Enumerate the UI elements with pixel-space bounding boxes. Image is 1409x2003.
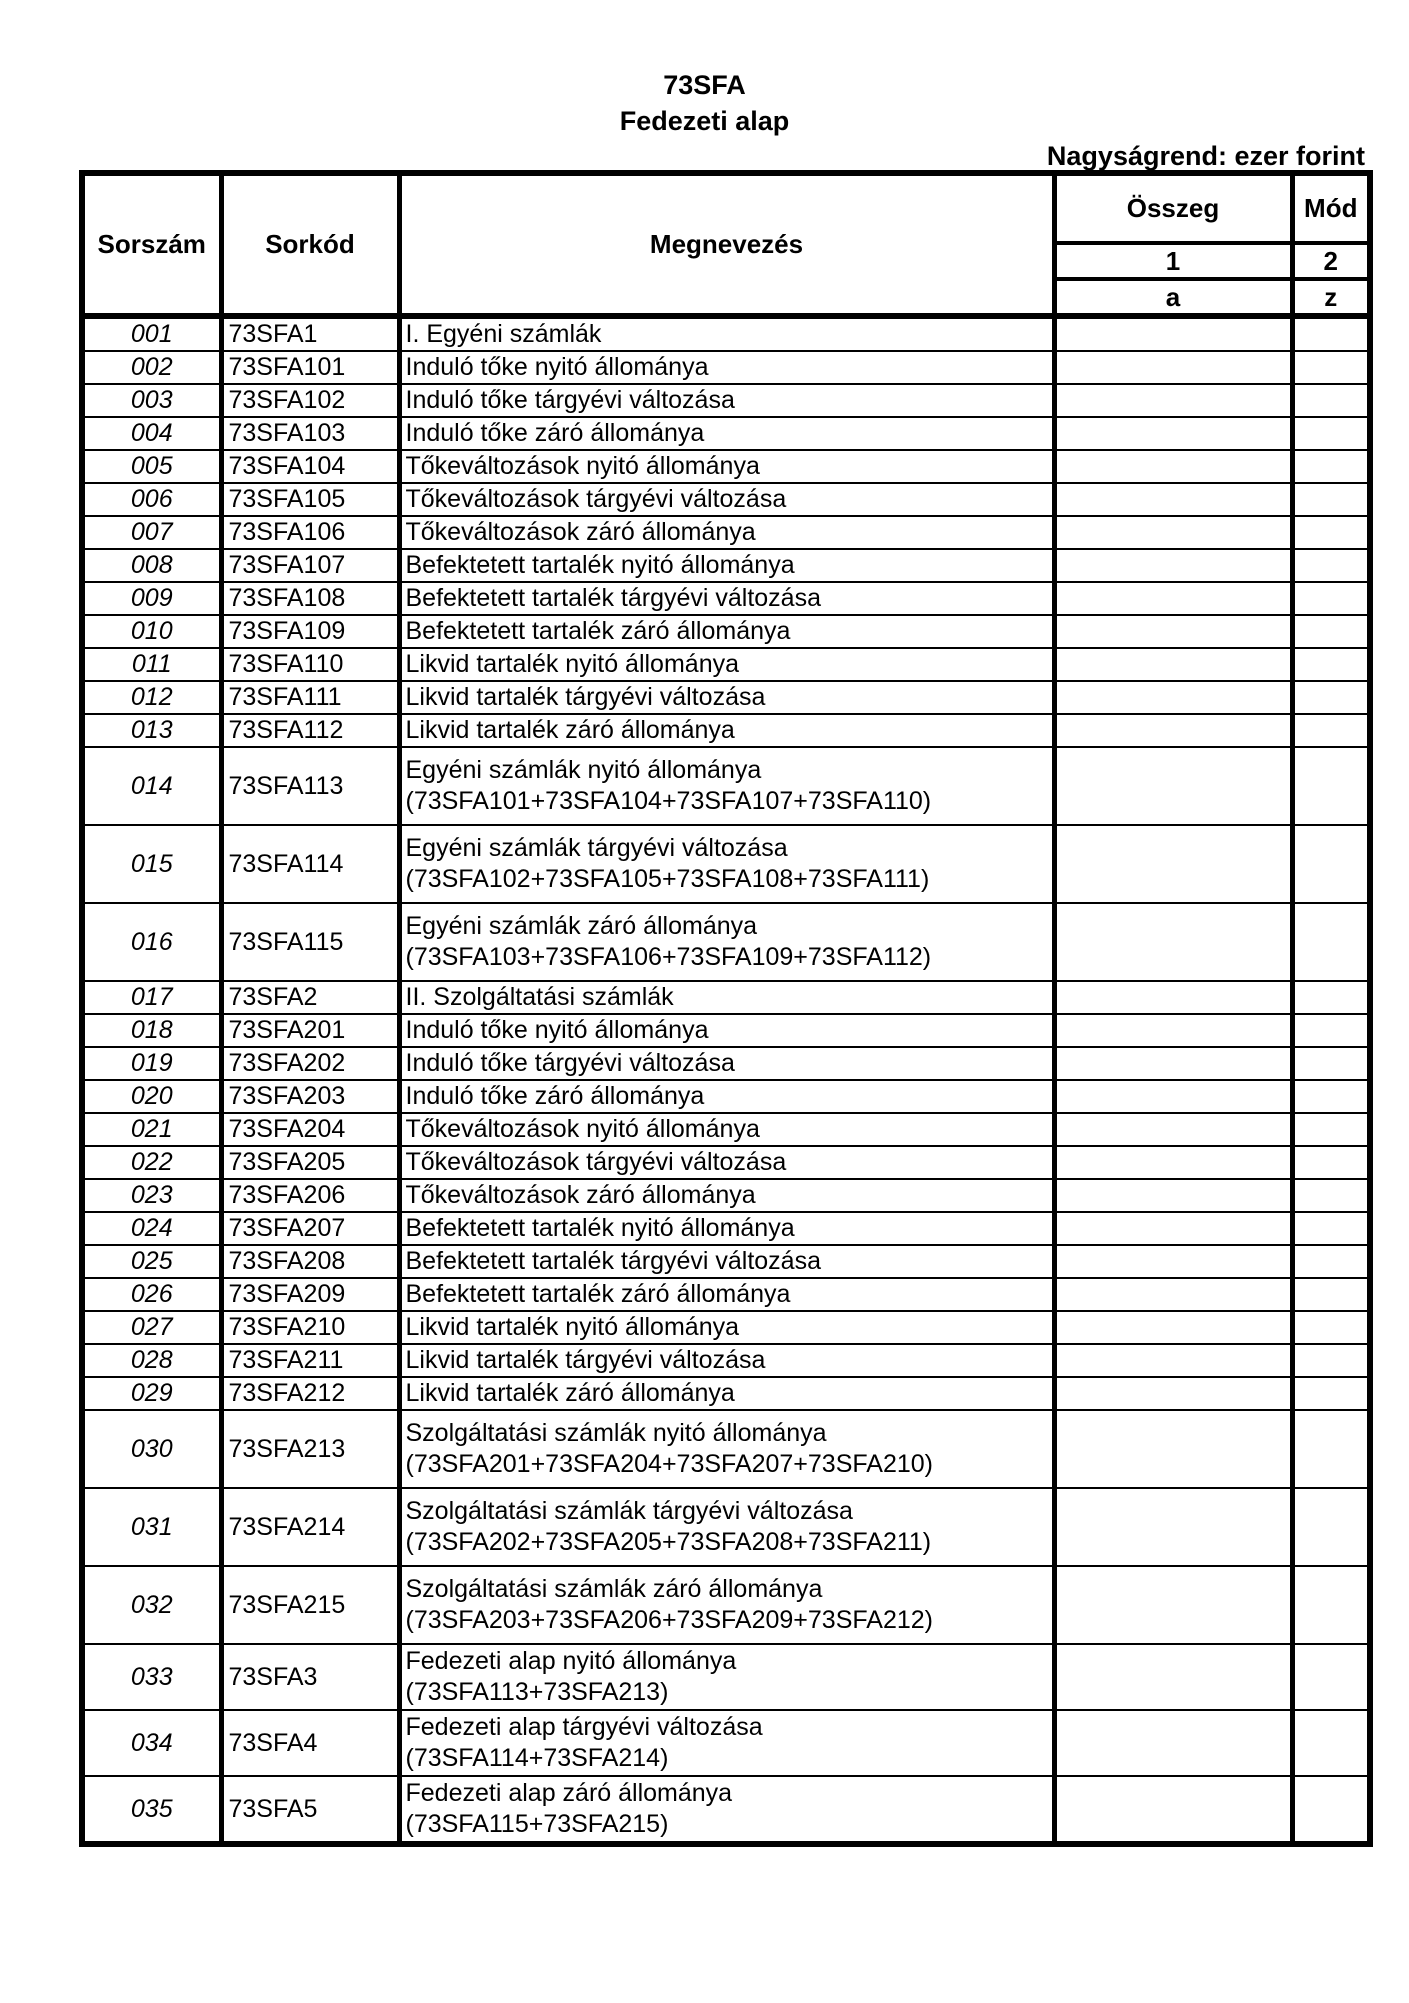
row-amount-input[interactable] (1054, 351, 1292, 384)
row-name-line1: Induló tőke tárgyévi változása (405, 1049, 735, 1077)
row-name (399, 1311, 1054, 1344)
table-row (82, 1278, 1370, 1311)
row-code: 73SFA205 (221, 1146, 399, 1179)
row-name (399, 1047, 1054, 1080)
row-serial: 014 (82, 747, 221, 825)
row-serial: 012 (82, 681, 221, 714)
row-mode-input[interactable] (1292, 1146, 1370, 1179)
row-amount-input[interactable] (1054, 648, 1292, 681)
row-name-line1: Befektetett tartalék záró állománya (405, 617, 791, 645)
row-amount-input[interactable] (1054, 825, 1292, 903)
row-serial: 028 (82, 1344, 221, 1377)
row-mode-input[interactable] (1292, 1710, 1370, 1776)
row-mode-input[interactable] (1292, 825, 1370, 903)
row-code: 73SFA214 (221, 1488, 399, 1566)
row-name-line1: Likvid tartalék tárgyévi változása (405, 1346, 766, 1374)
row-amount-input[interactable] (1054, 1146, 1292, 1179)
row-serial: 021 (82, 1113, 221, 1146)
row-serial: 030 (82, 1410, 221, 1488)
row-amount-input[interactable] (1054, 516, 1292, 549)
row-code: 73SFA106 (221, 516, 399, 549)
row-name (399, 351, 1054, 384)
header-name: Megnevezés (399, 173, 1054, 316)
row-name-line1: Egyéni számlák tárgyévi változása (405, 834, 788, 862)
row-name-line1: Szolgáltatási számlák záró állománya (405, 1575, 823, 1603)
row-amount-input[interactable] (1054, 1344, 1292, 1377)
row-mode-input[interactable] (1292, 1047, 1370, 1080)
table-row (82, 1014, 1370, 1047)
table-row (82, 903, 1370, 981)
row-name (399, 1644, 1054, 1710)
row-amount-input[interactable] (1054, 1710, 1292, 1776)
row-mode-input[interactable] (1292, 1212, 1370, 1245)
row-name-line1: Fedezeti alap záró állománya (405, 1779, 733, 1807)
row-amount-input[interactable] (1054, 714, 1292, 747)
header-code: Sorkód (221, 173, 399, 316)
row-amount-input[interactable] (1054, 1566, 1292, 1644)
row-name-line1: Likvid tartalék nyitó állománya (405, 1313, 739, 1341)
row-code: 73SFA5 (221, 1776, 399, 1844)
row-name-line1: Fedezeti alap tárgyévi változása (405, 1713, 763, 1741)
row-amount-input[interactable] (1054, 1113, 1292, 1146)
row-name-line2: (73SFA114+73SFA214) (405, 1744, 669, 1772)
row-mode-input[interactable] (1292, 1566, 1370, 1644)
row-serial: 016 (82, 903, 221, 981)
row-code: 73SFA105 (221, 483, 399, 516)
row-name-line1: Induló tőke nyitó állománya (405, 353, 709, 381)
row-name-line1: Egyéni számlák nyitó állománya (405, 756, 762, 784)
table-header (82, 173, 1370, 316)
row-name (399, 1377, 1054, 1410)
row-name-line2: (73SFA202+73SFA205+73SFA208+73SFA211) (405, 1528, 932, 1556)
row-mode-input[interactable] (1292, 1410, 1370, 1488)
row-mode-input[interactable] (1292, 1377, 1370, 1410)
row-name-line1: Tőkeváltozások tárgyévi változása (405, 1148, 787, 1176)
row-amount-input[interactable] (1054, 1311, 1292, 1344)
table-row (82, 351, 1370, 384)
row-name-line2: (73SFA113+73SFA213) (405, 1678, 669, 1706)
row-name (399, 1113, 1054, 1146)
row-serial: 008 (82, 549, 221, 582)
table-row (82, 450, 1370, 483)
row-serial: 025 (82, 1245, 221, 1278)
row-name-line1: Likvid tartalék nyitó állománya (405, 650, 739, 678)
row-mode-input[interactable] (1292, 384, 1370, 417)
table-row (82, 483, 1370, 516)
row-code: 73SFA3 (221, 1644, 399, 1710)
row-name (399, 516, 1054, 549)
row-amount-input[interactable] (1054, 1014, 1292, 1047)
header-amount-number: 1 (1054, 243, 1292, 279)
row-serial: 019 (82, 1047, 221, 1080)
table-row (82, 1245, 1370, 1278)
row-name (399, 825, 1054, 903)
table-row (82, 582, 1370, 615)
row-serial: 031 (82, 1488, 221, 1566)
row-code: 73SFA111 (221, 681, 399, 714)
row-amount-input[interactable] (1054, 681, 1292, 714)
row-name (399, 1410, 1054, 1488)
row-amount-input[interactable] (1054, 1212, 1292, 1245)
form-title: 73SFA (663, 70, 746, 100)
row-name-line1: Tőkeváltozások tárgyévi változása (405, 485, 787, 513)
table-row (82, 1080, 1370, 1113)
row-name (399, 1488, 1054, 1566)
form-subtitle: Fedezeti alap (619, 106, 790, 136)
header-amount-letter: a (1054, 279, 1292, 316)
table-row (82, 1344, 1370, 1377)
table-row (82, 1488, 1370, 1566)
row-mode-input[interactable] (1292, 516, 1370, 549)
row-code: 73SFA4 (221, 1710, 399, 1776)
row-serial: 009 (82, 582, 221, 615)
row-code: 73SFA104 (221, 450, 399, 483)
row-serial: 003 (82, 384, 221, 417)
row-code: 73SFA115 (221, 903, 399, 981)
row-mode-input[interactable] (1292, 1311, 1370, 1344)
row-mode-input[interactable] (1292, 417, 1370, 450)
row-name (399, 1146, 1054, 1179)
row-serial: 005 (82, 450, 221, 483)
table-row (82, 1566, 1370, 1644)
table-body (82, 316, 1370, 1844)
row-amount-input[interactable] (1054, 450, 1292, 483)
row-code: 73SFA109 (221, 615, 399, 648)
table-row (82, 1377, 1370, 1410)
row-name-line1: Induló tőke záró állománya (405, 1082, 705, 1110)
row-mode-input[interactable] (1292, 981, 1370, 1014)
row-amount-input[interactable] (1054, 981, 1292, 1014)
table-row (82, 516, 1370, 549)
table-row (82, 1179, 1370, 1212)
row-name (399, 1278, 1054, 1311)
row-amount-input[interactable] (1054, 1080, 1292, 1113)
row-name (399, 1776, 1054, 1844)
row-mode-input[interactable] (1292, 450, 1370, 483)
row-serial: 034 (82, 1710, 221, 1776)
row-amount-input[interactable] (1054, 384, 1292, 417)
row-mode-input[interactable] (1292, 903, 1370, 981)
row-code: 73SFA206 (221, 1179, 399, 1212)
row-name (399, 903, 1054, 981)
row-code: 73SFA212 (221, 1377, 399, 1410)
row-name (399, 316, 1054, 351)
row-amount-input[interactable] (1054, 316, 1292, 351)
row-mode-input[interactable] (1292, 714, 1370, 747)
row-code: 73SFA211 (221, 1344, 399, 1377)
row-code: 73SFA202 (221, 1047, 399, 1080)
row-code: 73SFA204 (221, 1113, 399, 1146)
table-row (82, 825, 1370, 903)
table-row (82, 1776, 1370, 1844)
header-mode: Mód (1292, 173, 1370, 243)
row-code: 73SFA215 (221, 1566, 399, 1644)
table-row (82, 1047, 1370, 1080)
table-row (82, 1410, 1370, 1488)
table-row (82, 1644, 1370, 1710)
row-amount-input[interactable] (1054, 1245, 1292, 1278)
row-serial: 010 (82, 615, 221, 648)
row-mode-input[interactable] (1292, 615, 1370, 648)
row-serial: 020 (82, 1080, 221, 1113)
row-name-line1: Likvid tartalék záró állománya (405, 1379, 735, 1407)
row-code: 73SFA210 (221, 1311, 399, 1344)
row-serial: 022 (82, 1146, 221, 1179)
row-amount-input[interactable] (1054, 417, 1292, 450)
table-row (82, 384, 1370, 417)
row-name (399, 1710, 1054, 1776)
header-amount: Összeg (1054, 173, 1292, 243)
row-amount-input[interactable] (1054, 615, 1292, 648)
row-amount-input[interactable] (1054, 903, 1292, 981)
row-name (399, 714, 1054, 747)
row-serial: 023 (82, 1179, 221, 1212)
row-code: 73SFA112 (221, 714, 399, 747)
row-mode-input[interactable] (1292, 1488, 1370, 1566)
row-mode-input[interactable] (1292, 582, 1370, 615)
table-row (82, 417, 1370, 450)
row-mode-input[interactable] (1292, 1179, 1370, 1212)
row-serial: 024 (82, 1212, 221, 1245)
row-mode-input[interactable] (1292, 1776, 1370, 1844)
row-name (399, 1245, 1054, 1278)
row-serial: 018 (82, 1014, 221, 1047)
table-row (82, 1212, 1370, 1245)
header-mode-letter: z (1292, 279, 1370, 316)
row-name-line1: Befektetett tartalék nyitó állománya (405, 551, 795, 579)
row-code: 73SFA101 (221, 351, 399, 384)
row-name-line1: Fedezeti alap nyitó állománya (405, 1647, 737, 1675)
table-row (82, 1710, 1370, 1776)
row-name-line1: Induló tőke záró állománya (405, 419, 705, 447)
row-name-line1: Tőkeváltozások záró állománya (405, 518, 756, 546)
row-amount-input[interactable] (1054, 1047, 1292, 1080)
row-mode-input[interactable] (1292, 1278, 1370, 1311)
row-code: 73SFA203 (221, 1080, 399, 1113)
row-code: 73SFA2 (221, 981, 399, 1014)
row-serial: 029 (82, 1377, 221, 1410)
row-mode-input[interactable] (1292, 549, 1370, 582)
row-code: 73SFA208 (221, 1245, 399, 1278)
row-mode-input[interactable] (1292, 648, 1370, 681)
row-serial: 015 (82, 825, 221, 903)
row-name (399, 549, 1054, 582)
row-mode-input[interactable] (1292, 1245, 1370, 1278)
row-mode-input[interactable] (1292, 1080, 1370, 1113)
table-row (82, 1311, 1370, 1344)
row-name (399, 648, 1054, 681)
row-serial: 001 (82, 316, 221, 351)
row-name-line1: Szolgáltatási számlák tárgyévi változása (405, 1497, 853, 1525)
row-amount-input[interactable] (1054, 1377, 1292, 1410)
row-amount-input[interactable] (1054, 1410, 1292, 1488)
row-mode-input[interactable] (1292, 351, 1370, 384)
row-code: 73SFA114 (221, 825, 399, 903)
row-name (399, 615, 1054, 648)
table-row (82, 648, 1370, 681)
row-code: 73SFA102 (221, 384, 399, 417)
row-serial: 007 (82, 516, 221, 549)
row-name-line1: Egyéni számlák záró állománya (405, 912, 758, 940)
row-name-line1: II. Szolgáltatási számlák (405, 983, 674, 1011)
row-name-line1: Befektetett tartalék tárgyévi változása (405, 1247, 821, 1275)
row-name (399, 747, 1054, 825)
header-mode-number: 2 (1292, 243, 1370, 279)
row-name-line2: (73SFA102+73SFA105+73SFA108+73SFA111) (405, 865, 930, 893)
table-row (82, 681, 1370, 714)
row-code: 73SFA110 (221, 648, 399, 681)
row-name (399, 1080, 1054, 1113)
row-name-line1: Szolgáltatási számlák nyitó állománya (405, 1419, 827, 1447)
row-name (399, 1344, 1054, 1377)
table-row (82, 549, 1370, 582)
table-row (82, 316, 1370, 351)
row-amount-input[interactable] (1054, 1179, 1292, 1212)
row-name-line1: I. Egyéni számlák (405, 320, 602, 348)
row-name (399, 1014, 1054, 1047)
row-serial: 006 (82, 483, 221, 516)
row-code: 73SFA213 (221, 1410, 399, 1488)
row-name-line1: Likvid tartalék záró állománya (405, 716, 735, 744)
row-name (399, 1212, 1054, 1245)
row-name-line2: (73SFA201+73SFA204+73SFA207+73SFA210) (405, 1450, 933, 1478)
row-amount-input[interactable] (1054, 1278, 1292, 1311)
row-name (399, 1566, 1054, 1644)
row-name (399, 981, 1054, 1014)
row-name (399, 582, 1054, 615)
row-name-line2: (73SFA203+73SFA206+73SFA209+73SFA212) (405, 1606, 933, 1634)
header-serial: Sorszám (82, 173, 221, 316)
row-serial: 033 (82, 1644, 221, 1710)
row-serial: 017 (82, 981, 221, 1014)
row-name-line2: (73SFA103+73SFA106+73SFA109+73SFA112) (405, 943, 932, 971)
row-code: 73SFA113 (221, 747, 399, 825)
row-name-line1: Likvid tartalék tárgyévi változása (405, 683, 766, 711)
row-mode-input[interactable] (1292, 1014, 1370, 1047)
table-row (82, 747, 1370, 825)
row-amount-input[interactable] (1054, 1644, 1292, 1710)
row-name-line2: (73SFA101+73SFA104+73SFA107+73SFA110) (405, 787, 932, 815)
row-name (399, 1179, 1054, 1212)
row-amount-input[interactable] (1054, 549, 1292, 582)
row-mode-input[interactable] (1292, 681, 1370, 714)
row-serial: 011 (82, 648, 221, 681)
row-serial: 013 (82, 714, 221, 747)
row-name (399, 483, 1054, 516)
row-amount-input[interactable] (1054, 582, 1292, 615)
row-amount-input[interactable] (1054, 1488, 1292, 1566)
row-mode-input[interactable] (1292, 1344, 1370, 1377)
row-mode-input[interactable] (1292, 316, 1370, 351)
unit-label: Nagyságrend: ezer forint (1046, 141, 1365, 171)
row-name (399, 417, 1054, 450)
table-row (82, 1113, 1370, 1146)
row-code: 73SFA103 (221, 417, 399, 450)
row-name-line1: Befektetett tartalék nyitó állománya (405, 1214, 795, 1242)
table-row (82, 981, 1370, 1014)
row-serial: 026 (82, 1278, 221, 1311)
row-code: 73SFA108 (221, 582, 399, 615)
form-table (79, 170, 1367, 1847)
row-name (399, 681, 1054, 714)
row-code: 73SFA207 (221, 1212, 399, 1245)
row-serial: 002 (82, 351, 221, 384)
table-row (82, 615, 1370, 648)
table-row (82, 714, 1370, 747)
row-name (399, 384, 1054, 417)
table-row (82, 1146, 1370, 1179)
row-serial: 032 (82, 1566, 221, 1644)
row-code: 73SFA209 (221, 1278, 399, 1311)
row-serial: 027 (82, 1311, 221, 1344)
row-amount-input[interactable] (1054, 1776, 1292, 1844)
row-mode-input[interactable] (1292, 483, 1370, 516)
row-mode-input[interactable] (1292, 1644, 1370, 1710)
row-code: 73SFA107 (221, 549, 399, 582)
row-name-line1: Induló tőke nyitó állománya (405, 1016, 709, 1044)
row-serial: 004 (82, 417, 221, 450)
row-mode-input[interactable] (1292, 1113, 1370, 1146)
row-amount-input[interactable] (1054, 483, 1292, 516)
row-code: 73SFA1 (221, 316, 399, 351)
row-code: 73SFA201 (221, 1014, 399, 1047)
row-name-line1: Tőkeváltozások nyitó állománya (405, 452, 760, 480)
row-mode-input[interactable] (1292, 747, 1370, 825)
row-name-line1: Befektetett tartalék tárgyévi változása (405, 584, 821, 612)
row-name (399, 450, 1054, 483)
row-name-line1: Tőkeváltozások nyitó állománya (405, 1115, 760, 1143)
row-name-line1: Befektetett tartalék záró állománya (405, 1280, 791, 1308)
row-serial: 035 (82, 1776, 221, 1844)
row-name-line1: Tőkeváltozások záró állománya (405, 1181, 756, 1209)
row-amount-input[interactable] (1054, 747, 1292, 825)
row-name-line2: (73SFA115+73SFA215) (405, 1810, 669, 1838)
row-name-line1: Induló tőke tárgyévi változása (405, 386, 735, 414)
